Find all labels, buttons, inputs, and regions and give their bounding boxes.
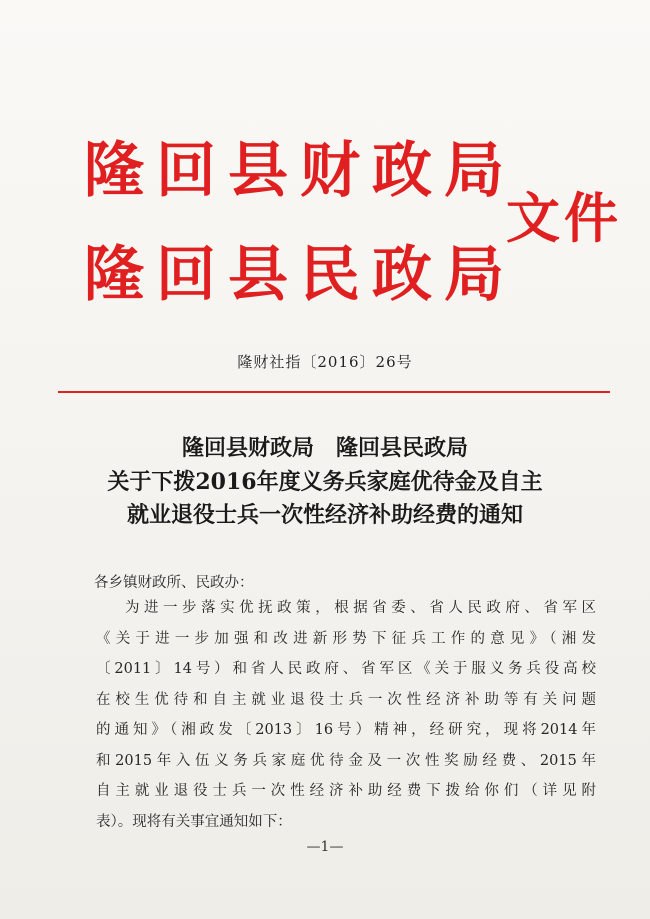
addressee: 各乡镇财政所、民政办：: [94, 575, 254, 591]
document-type-label: 文件: [506, 186, 622, 250]
red-divider-line: [58, 391, 610, 393]
notice-title-line-2: 关于下拨2016年度义务兵家庭优待金及自主: [107, 469, 543, 495]
document-number: 隆财社指〔2016〕26号: [237, 353, 413, 371]
paragraph-line: 《关于进一步加强和改进新形势下征兵工作的意见》（湘发: [96, 630, 596, 647]
paragraph-line: 自主就业退役士兵一次性经济补助经费下拨给你们（详见附: [96, 783, 596, 799]
notice-title-line-3: 就业退役士兵一次性经济补助经费的通知: [126, 502, 523, 528]
paragraph-line: 和2015年入伍义务兵家庭优待金及一次性奖励经费、2015年: [96, 752, 596, 769]
issuing-org-finance-bureau: 隆回县财政局: [84, 136, 516, 206]
notice-title-line-1: 隆回县财政局 隆回县民政局: [181, 435, 468, 461]
paragraph-line: 在校生优待和自主就业退役士兵一次性经济补助等有关问题: [96, 691, 596, 708]
issuing-org-civil-affairs-bureau: 隆回县民政局: [84, 240, 516, 310]
page-number: —1—: [306, 839, 344, 855]
paragraph-line: 表）。现将有关事宜通知如下：: [96, 813, 292, 830]
paragraph-line: 的通知》（湘政发〔2013〕16号）精神，经研究，现将2014年: [96, 722, 596, 738]
paragraph-line: 〔2011〕14号）和省人民政府、省军区《关于服义务兵役高校: [96, 661, 596, 677]
paragraph-line: 为进一步落实优抚政策，根据省委、省人民政府、省军区: [125, 600, 596, 616]
body-paragraph: [96, 593, 596, 837]
